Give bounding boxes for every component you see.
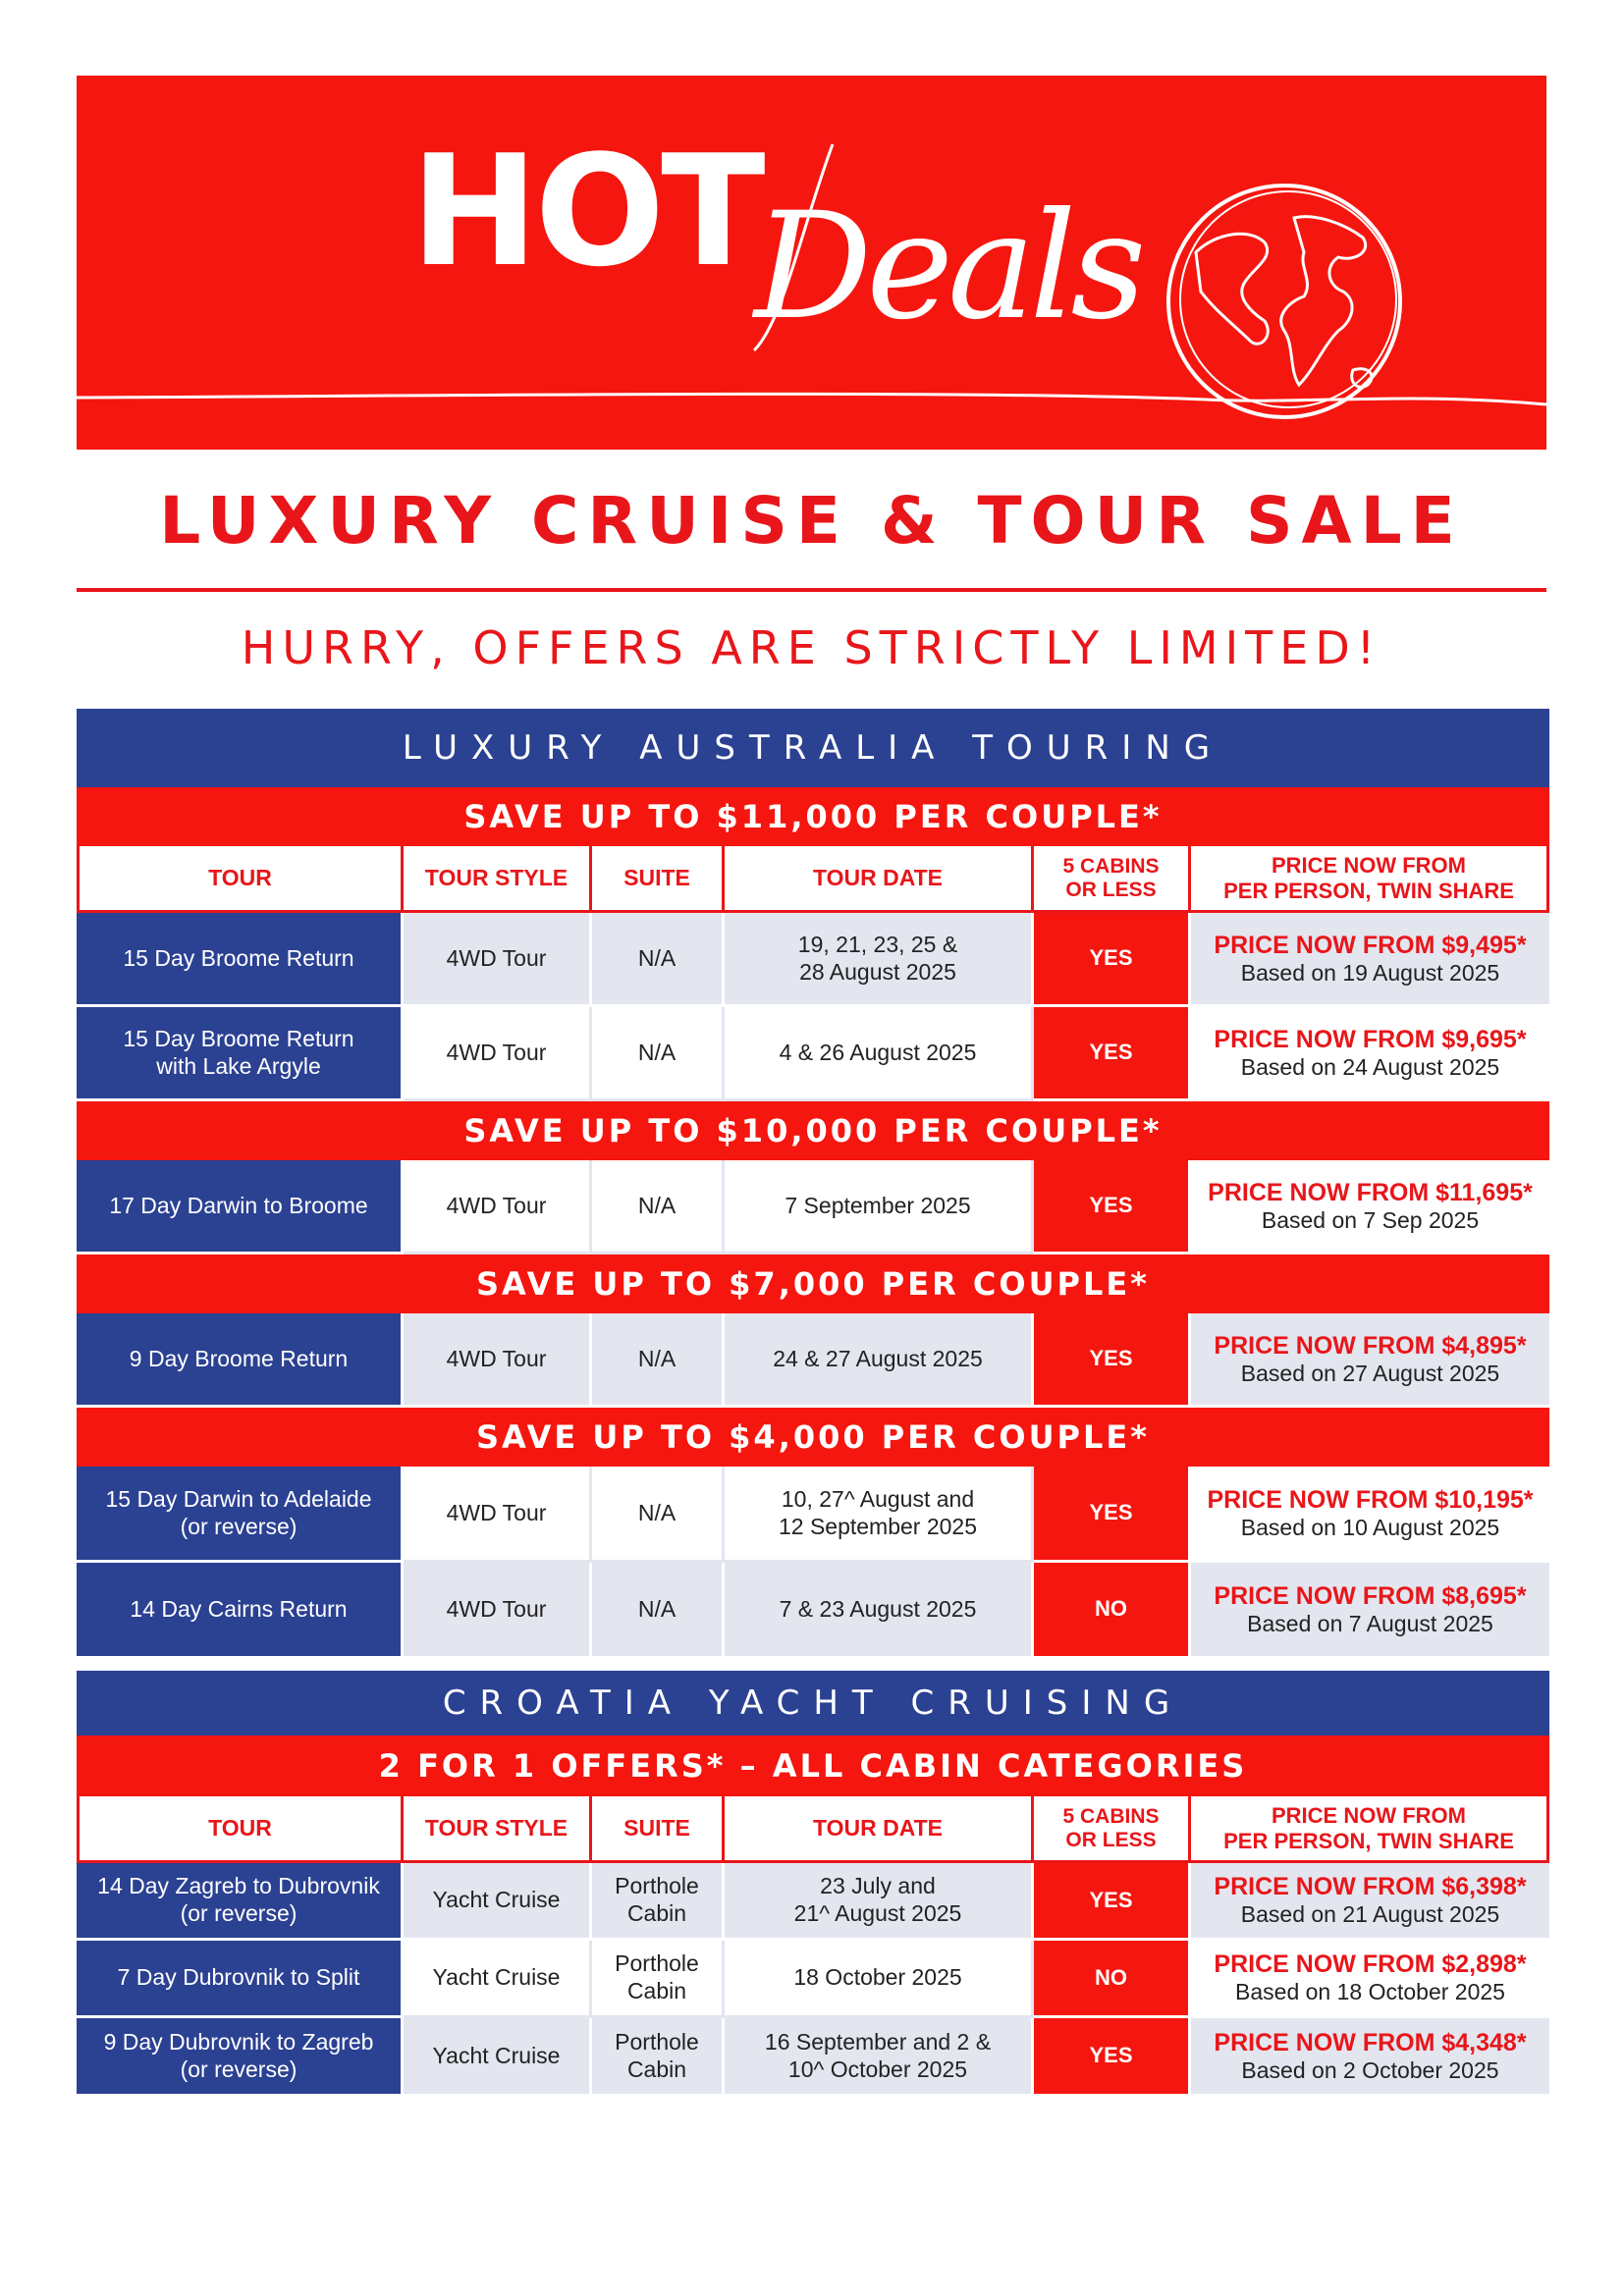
tour-date: 24 & 27 August 2025 [725,1313,1034,1408]
hot-wordmark: HOT [410,122,762,300]
price-cell [1191,1467,1549,1563]
deals-script-wordmark: Deals [754,182,1141,352]
suite: N/A [592,1467,725,1563]
cabins-flag: YES [1034,1313,1191,1408]
save-bar: SAVE UP TO $11,000 PER COUPLE* [77,787,1549,846]
tour-name: 15 Day Darwin to Adelaide (or reverse) [77,1467,404,1563]
header-cabins: 5 CABINS OR LESS [1034,846,1191,913]
table-header-row [77,846,1549,913]
cabins-flag: YES [1034,1007,1191,1101]
globe-icon [1157,174,1412,429]
price-basis: Based on 18 October 2025 [1235,1979,1505,2005]
tour-date: 7 & 23 August 2025 [725,1563,1034,1659]
suite: N/A [592,1007,725,1101]
tour-date: 4 & 26 August 2025 [725,1007,1034,1101]
cabins-flag: YES [1034,913,1191,1007]
price-cell [1191,1941,1549,2018]
header-tour-style: TOUR STYLE [404,1796,592,1863]
price-cell [1191,1007,1549,1101]
suite: Porthole Cabin [592,1863,725,1941]
price-cell [1191,1563,1549,1659]
tour-style: Yacht Cruise [404,1863,592,1941]
header-price: PRICE NOW FROM PER PERSON, TWIN SHARE [1191,846,1549,913]
header-cabins: 5 CABINS OR LESS [1034,1796,1191,1863]
price-basis: Based on 27 August 2025 [1240,1360,1500,1386]
cabins-flag: YES [1034,2018,1191,2097]
price-basis: Based on 21 August 2025 [1240,1901,1500,1928]
table-row [77,2018,1549,2097]
tour-date: 10, 27^ August and 12 September 2025 [725,1467,1034,1563]
cabins-flag: NO [1034,1563,1191,1659]
price-cell [1191,913,1549,1007]
cabins-flag: YES [1034,1467,1191,1563]
price-now: PRICE NOW FROM $4,895* [1214,1331,1527,1360]
tour-style: 4WD Tour [404,1563,592,1659]
price-cell [1191,2018,1549,2097]
price-now: PRICE NOW FROM $9,495* [1214,931,1527,959]
header-tour: TOUR [77,1796,404,1863]
hurry-subtitle: HURRY, OFFERS ARE STRICTLY LIMITED! [241,621,1382,674]
tour-date: 18 October 2025 [725,1941,1034,2018]
suite: N/A [592,913,725,1007]
section-heading-australia: LUXURY AUSTRALIA TOURING [77,709,1549,787]
tour-style: 4WD Tour [404,1313,592,1408]
header-tour-style: TOUR STYLE [404,846,592,913]
tour-style: 4WD Tour [404,1467,592,1563]
save-bar: 2 FOR 1 OFFERS* – ALL CABIN CATEGORIES [77,1735,1549,1796]
tour-style: 4WD Tour [404,913,592,1007]
section-heading-croatia: CROATIA YACHT CRUISING [77,1671,1549,1735]
suite: N/A [592,1160,725,1255]
table-row [77,1563,1549,1659]
suite: N/A [592,1563,725,1659]
suite: Porthole Cabin [592,1941,725,2018]
save-bar: SAVE UP TO $4,000 PER COUPLE* [77,1408,1549,1467]
hot-deals-banner [77,76,1546,450]
cabins-flag: YES [1034,1863,1191,1941]
table-header-row [77,1796,1549,1863]
tour-date: 16 September and 2 & 10^ October 2025 [725,2018,1034,2097]
price-now: PRICE NOW FROM $4,348* [1214,2028,1527,2056]
table-row [77,1863,1549,1941]
header-tour-date: TOUR DATE [725,1796,1034,1863]
tour-style: Yacht Cruise [404,2018,592,2097]
tour-date: 19, 21, 23, 25 & 28 August 2025 [725,913,1034,1007]
sale-title: LUXURY CRUISE & TOUR SALE [159,483,1464,559]
price-basis: Based on 10 August 2025 [1240,1514,1500,1540]
tour-date: 23 July and 21^ August 2025 [725,1863,1034,1941]
price-basis: Based on 7 August 2025 [1247,1610,1493,1636]
save-bar: SAVE UP TO $7,000 PER COUPLE* [77,1255,1549,1313]
cabins-flag: NO [1034,1941,1191,2018]
table-row [77,1313,1549,1408]
tour-name: 17 Day Darwin to Broome [77,1160,404,1255]
price-now: PRICE NOW FROM $9,695* [1214,1025,1527,1053]
table-row [77,1160,1549,1255]
header-tour-date: TOUR DATE [725,846,1034,913]
price-basis: Based on 7 Sep 2025 [1261,1206,1480,1233]
price-now: PRICE NOW FROM $6,398* [1214,1873,1527,1901]
cabins-flag: YES [1034,1160,1191,1255]
header-suite: SUITE [592,846,725,913]
price-cell [1191,1863,1549,1941]
tour-name: 15 Day Broome Return with Lake Argyle [77,1007,404,1101]
table-row [77,913,1549,1007]
tour-style: 4WD Tour [404,1160,592,1255]
price-basis: Based on 19 August 2025 [1240,959,1500,986]
price-cell [1191,1160,1549,1255]
header-tour: TOUR [77,846,404,913]
suite: Porthole Cabin [592,2018,725,2097]
title-divider [77,588,1546,592]
tour-name: 14 Day Cairns Return [77,1563,404,1659]
price-basis: Based on 2 October 2025 [1241,2056,1499,2083]
price-basis: Based on 24 August 2025 [1240,1053,1500,1080]
tour-style: Yacht Cruise [404,1941,592,2018]
table-row [77,1941,1549,2018]
price-now: PRICE NOW FROM $10,195* [1207,1485,1534,1514]
tour-name: 9 Day Broome Return [77,1313,404,1408]
tour-style: 4WD Tour [404,1007,592,1101]
tour-name: 7 Day Dubrovnik to Split [77,1941,404,2018]
table-row [77,1007,1549,1101]
header-price: PRICE NOW FROM PER PERSON, TWIN SHARE [1191,1796,1549,1863]
save-bar: SAVE UP TO $10,000 PER COUPLE* [77,1101,1549,1160]
price-cell [1191,1313,1549,1408]
header-suite: SUITE [592,1796,725,1863]
price-now: PRICE NOW FROM $2,898* [1214,1950,1527,1979]
suite: N/A [592,1313,725,1408]
price-now: PRICE NOW FROM $8,695* [1214,1581,1527,1610]
tour-name: 15 Day Broome Return [77,913,404,1007]
price-now: PRICE NOW FROM $11,695* [1208,1178,1533,1206]
tour-name: 9 Day Dubrovnik to Zagreb (or reverse) [77,2018,404,2097]
tour-name: 14 Day Zagreb to Dubrovnik (or reverse) [77,1863,404,1941]
table-row [77,1467,1549,1563]
tour-date: 7 September 2025 [725,1160,1034,1255]
